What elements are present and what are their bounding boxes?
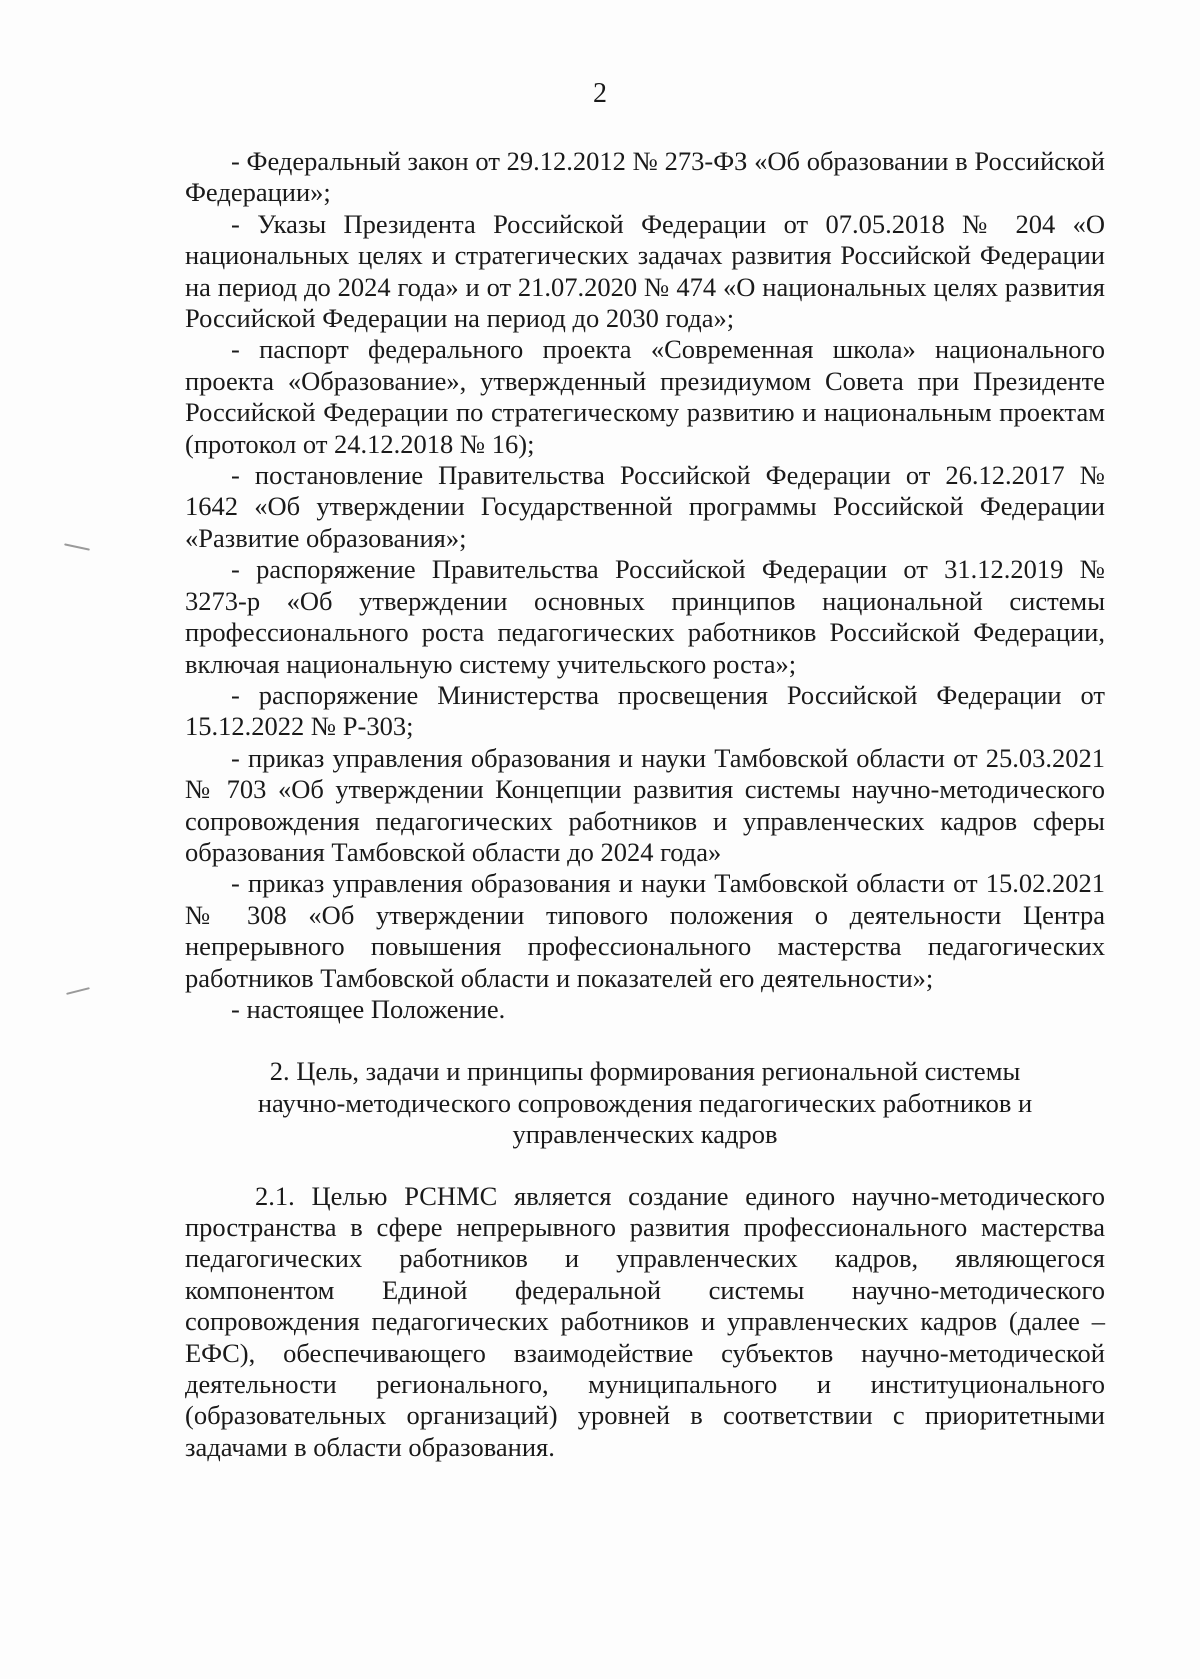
section-heading bbox=[185, 1056, 1105, 1150]
section-heading-line: управленческих кадров bbox=[512, 1119, 778, 1150]
list-item-regional-order-308: - приказ управления образования и науки Тамбовской области от 15.02.2021 № 308 «Об утверждении типового положения о деятельности Центра непрерывного повышения профессионального мастерства педагогических работников Тамбовской области и показателей его деятельности»; bbox=[185, 868, 1105, 993]
scan-artifact bbox=[66, 987, 90, 995]
list-item-government-resolution: - постановление Правительства Российской Федерации от 26.12.2017 № 1642 «Об утверждении Государственной программы Российской Федерации «Развитие образования»; bbox=[185, 460, 1105, 553]
list-item-ministry-order: - распоряжение Министерства просвещения Российской Федерации от 15.12.2022 № Р-303; bbox=[185, 679, 1105, 742]
document-body bbox=[185, 146, 1105, 1463]
list-item-this-regulation: - настоящее Положение. bbox=[231, 993, 506, 1024]
list-item-regional-order-703: - приказ управления образования и науки Тамбовской области от 25.03.2021 № 703 «Об утверждении Концепции развития системы научно-методического сопровождения педагогических работников и управленческих кадров сферы образования Тамбовской области до 2024 года» bbox=[185, 742, 1105, 867]
section-heading-line: научно-методического сопровождения педагогических работников и bbox=[257, 1087, 1033, 1118]
list-item-presidential-decrees: - Указы Президента Российской Федерации от 07.05.2018 № 204 «О национальных целях и стратегических задачах развития Российской Федерации на период до 2024 года» и от 21.07.2020 № 474 «О национальных целях развития Российской Федерации на период до 2030 года»; bbox=[185, 208, 1105, 334]
list-item-government-order: - распоряжение Правительства Российской Федерации от 31.12.2019 № 3273-р «Об утверждении основных принципов национальной системы профессионального роста педагогических работников Российской Федерации, включая национальную систему учительского роста»; bbox=[185, 554, 1105, 679]
page-number: 2 bbox=[593, 78, 607, 109]
section-paragraph-2-1: 2.1. Целью РСНМС является создание единого научно-методического пространства в сфере непрерывного развития профессионального мастерства педагогических работников и управленческих кадров, являющегося компонентом Единой федеральной системы научно-методического сопровождения педагогических работников и управленческих кадров (далее – ЕФС), обеспечивающего взаимодействие субъектов научно-методической деятельности регионального, муниципального и институционального (образовательных организаций) уровней в соответствии с приоритетными задачами в области образования. bbox=[185, 1180, 1105, 1462]
section-heading-line: 2. Цель, задачи и принципы формирования региональной системы bbox=[269, 1056, 1021, 1087]
scan-artifact bbox=[64, 543, 90, 550]
list-item-project-passport: - паспорт федерального проекта «Современная школа» национального проекта «Образование», утвержденный президиумом Совета при Президенте Российской Федерации по стратегическому развитию и национальным проектам (протокол от 24.12.2018 № 16); bbox=[185, 334, 1105, 459]
list-item-federal-law: - Федеральный закон от 29.12.2012 № 273-ФЗ «Об образовании в Российской Федерации»; bbox=[185, 146, 1105, 208]
